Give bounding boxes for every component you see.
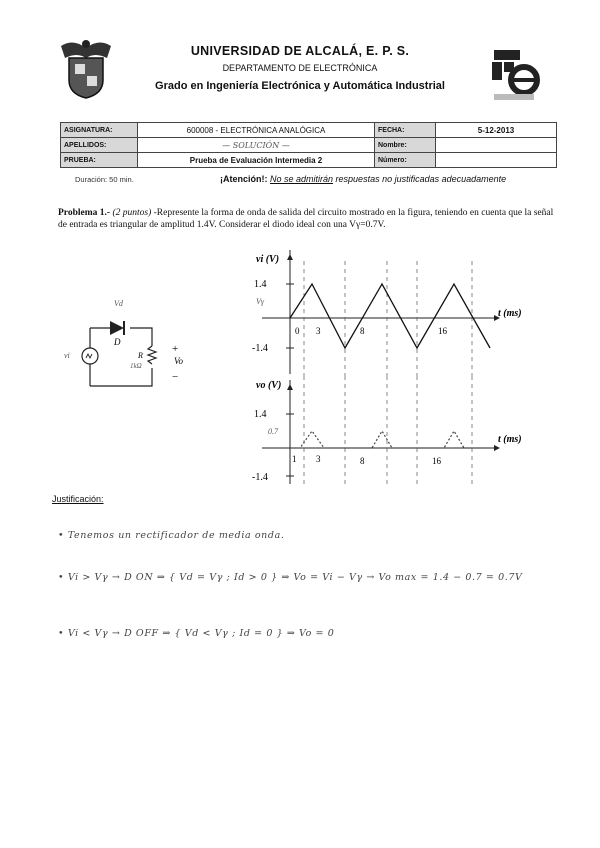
vd-label: Vd	[114, 299, 123, 308]
output-xmark-8: 8	[360, 456, 365, 466]
resistor-value: 1kΩ	[130, 362, 142, 370]
nombre-field[interactable]	[436, 138, 557, 153]
input-xmark-0: 0	[295, 326, 300, 336]
input-xmark-3: 3	[316, 326, 321, 336]
circuit-diagram	[60, 288, 200, 408]
university-name: UNIVERSIDAD DE ALCALÁ, E. P. S.	[190, 44, 410, 58]
input-xmark-8: 8	[360, 326, 365, 336]
resistor-symbol	[148, 346, 156, 364]
duration: Duración: 50 min.	[75, 175, 134, 184]
wire-right-top	[130, 328, 152, 346]
input-ylabel: vi (V)	[256, 254, 280, 265]
plus-sign: +	[172, 343, 179, 355]
prueba-label: PRUEBA:	[61, 153, 138, 168]
input-xlabel: t (ms)	[498, 308, 522, 319]
warning-underlined: No se admitirán	[270, 174, 334, 184]
justification-line-1: • Tenemos un rectificador de media onda.	[58, 530, 285, 541]
input-waveform-graph	[232, 246, 562, 378]
problem-points: (2 puntos)	[112, 208, 152, 218]
numero-field[interactable]	[436, 153, 557, 168]
apellidos-value[interactable]: — SOLUCIÓN —	[138, 138, 375, 153]
output-ylabel: vo (V)	[256, 380, 282, 391]
warning-rest: respuestas no justificadas adecuadamente	[333, 174, 507, 184]
exam-header-table	[60, 122, 557, 168]
fecha-label: FECHA:	[375, 123, 436, 138]
vo-label: Vo	[174, 356, 183, 366]
input-ytick-top: 1.4	[254, 279, 267, 290]
problem-title: Problema 1.-	[58, 208, 111, 218]
output-ytick-bottom: -1.4	[252, 472, 268, 483]
output-waveform-graph	[232, 376, 562, 488]
problem-statement	[58, 207, 558, 231]
output-halfwave	[290, 431, 490, 448]
output-xlabel: t (ms)	[498, 434, 522, 445]
input-hand-label: Vγ	[256, 297, 265, 306]
source-symbol	[82, 348, 98, 364]
asignatura-label: ASIGNATURA:	[61, 123, 138, 138]
output-xmark-16: 16	[432, 456, 441, 466]
nombre-label: Nombre:	[375, 138, 436, 153]
output-xmark-1: 1	[292, 454, 297, 464]
wire-bottom	[90, 368, 152, 386]
input-ytick-bottom: -1.4	[252, 343, 268, 354]
output-xmark-3: 3	[316, 454, 321, 464]
output-hand-label: 0.7	[268, 427, 278, 436]
degree-title: Grado en Ingeniería Electrónica y Automática Industrial	[155, 80, 445, 92]
input-xmark-16: 16	[438, 326, 447, 336]
department-name: DEPARTAMENTO DE ELECTRÓNICA	[222, 63, 378, 73]
prueba-value: Prueba de Evaluación Intermedia 2	[138, 153, 375, 168]
justification-line-3: • Vi < Vγ → D OFF ⇒ { Vd < Vγ ; Id = 0 } ⇒ Vo = 0	[58, 628, 335, 639]
problem-text: -Represente la forma de onda de salida del circuito mostrado en la figura, teniendo en cuenta que la señal de entrada es triangular de amplitud 1.4V. Considerar el diodo ideal con una Vγ=0.7V.	[58, 208, 554, 230]
justification-line-2: • Vi > Vγ → D ON ⇒ { Vd = Vγ ; Id > 0 } ⇒ Vo = Vi − Vγ → Vo max = 1.4 − 0.7 = 0.7V	[58, 572, 523, 583]
warning-bold: ¡Atención!:	[220, 174, 268, 184]
resistor-label: R	[138, 351, 143, 360]
asignatura-value: 600008 - ELECTRÓNICA ANALÓGICA	[138, 123, 375, 138]
warning-note	[220, 174, 506, 184]
fecha-value: 5-12-2013	[436, 123, 557, 138]
justification-heading: Justificación:	[52, 494, 104, 504]
diode-symbol	[110, 321, 124, 335]
diode-label: D	[114, 337, 121, 347]
input-triangle-wave	[290, 284, 490, 348]
numero-label: Número:	[375, 153, 436, 168]
apellidos-label: APELLIDOS:	[61, 138, 138, 153]
minus-sign: −	[172, 371, 179, 383]
output-ytick-top: 1.4	[254, 409, 267, 420]
vi-source-label: vi	[64, 351, 70, 360]
